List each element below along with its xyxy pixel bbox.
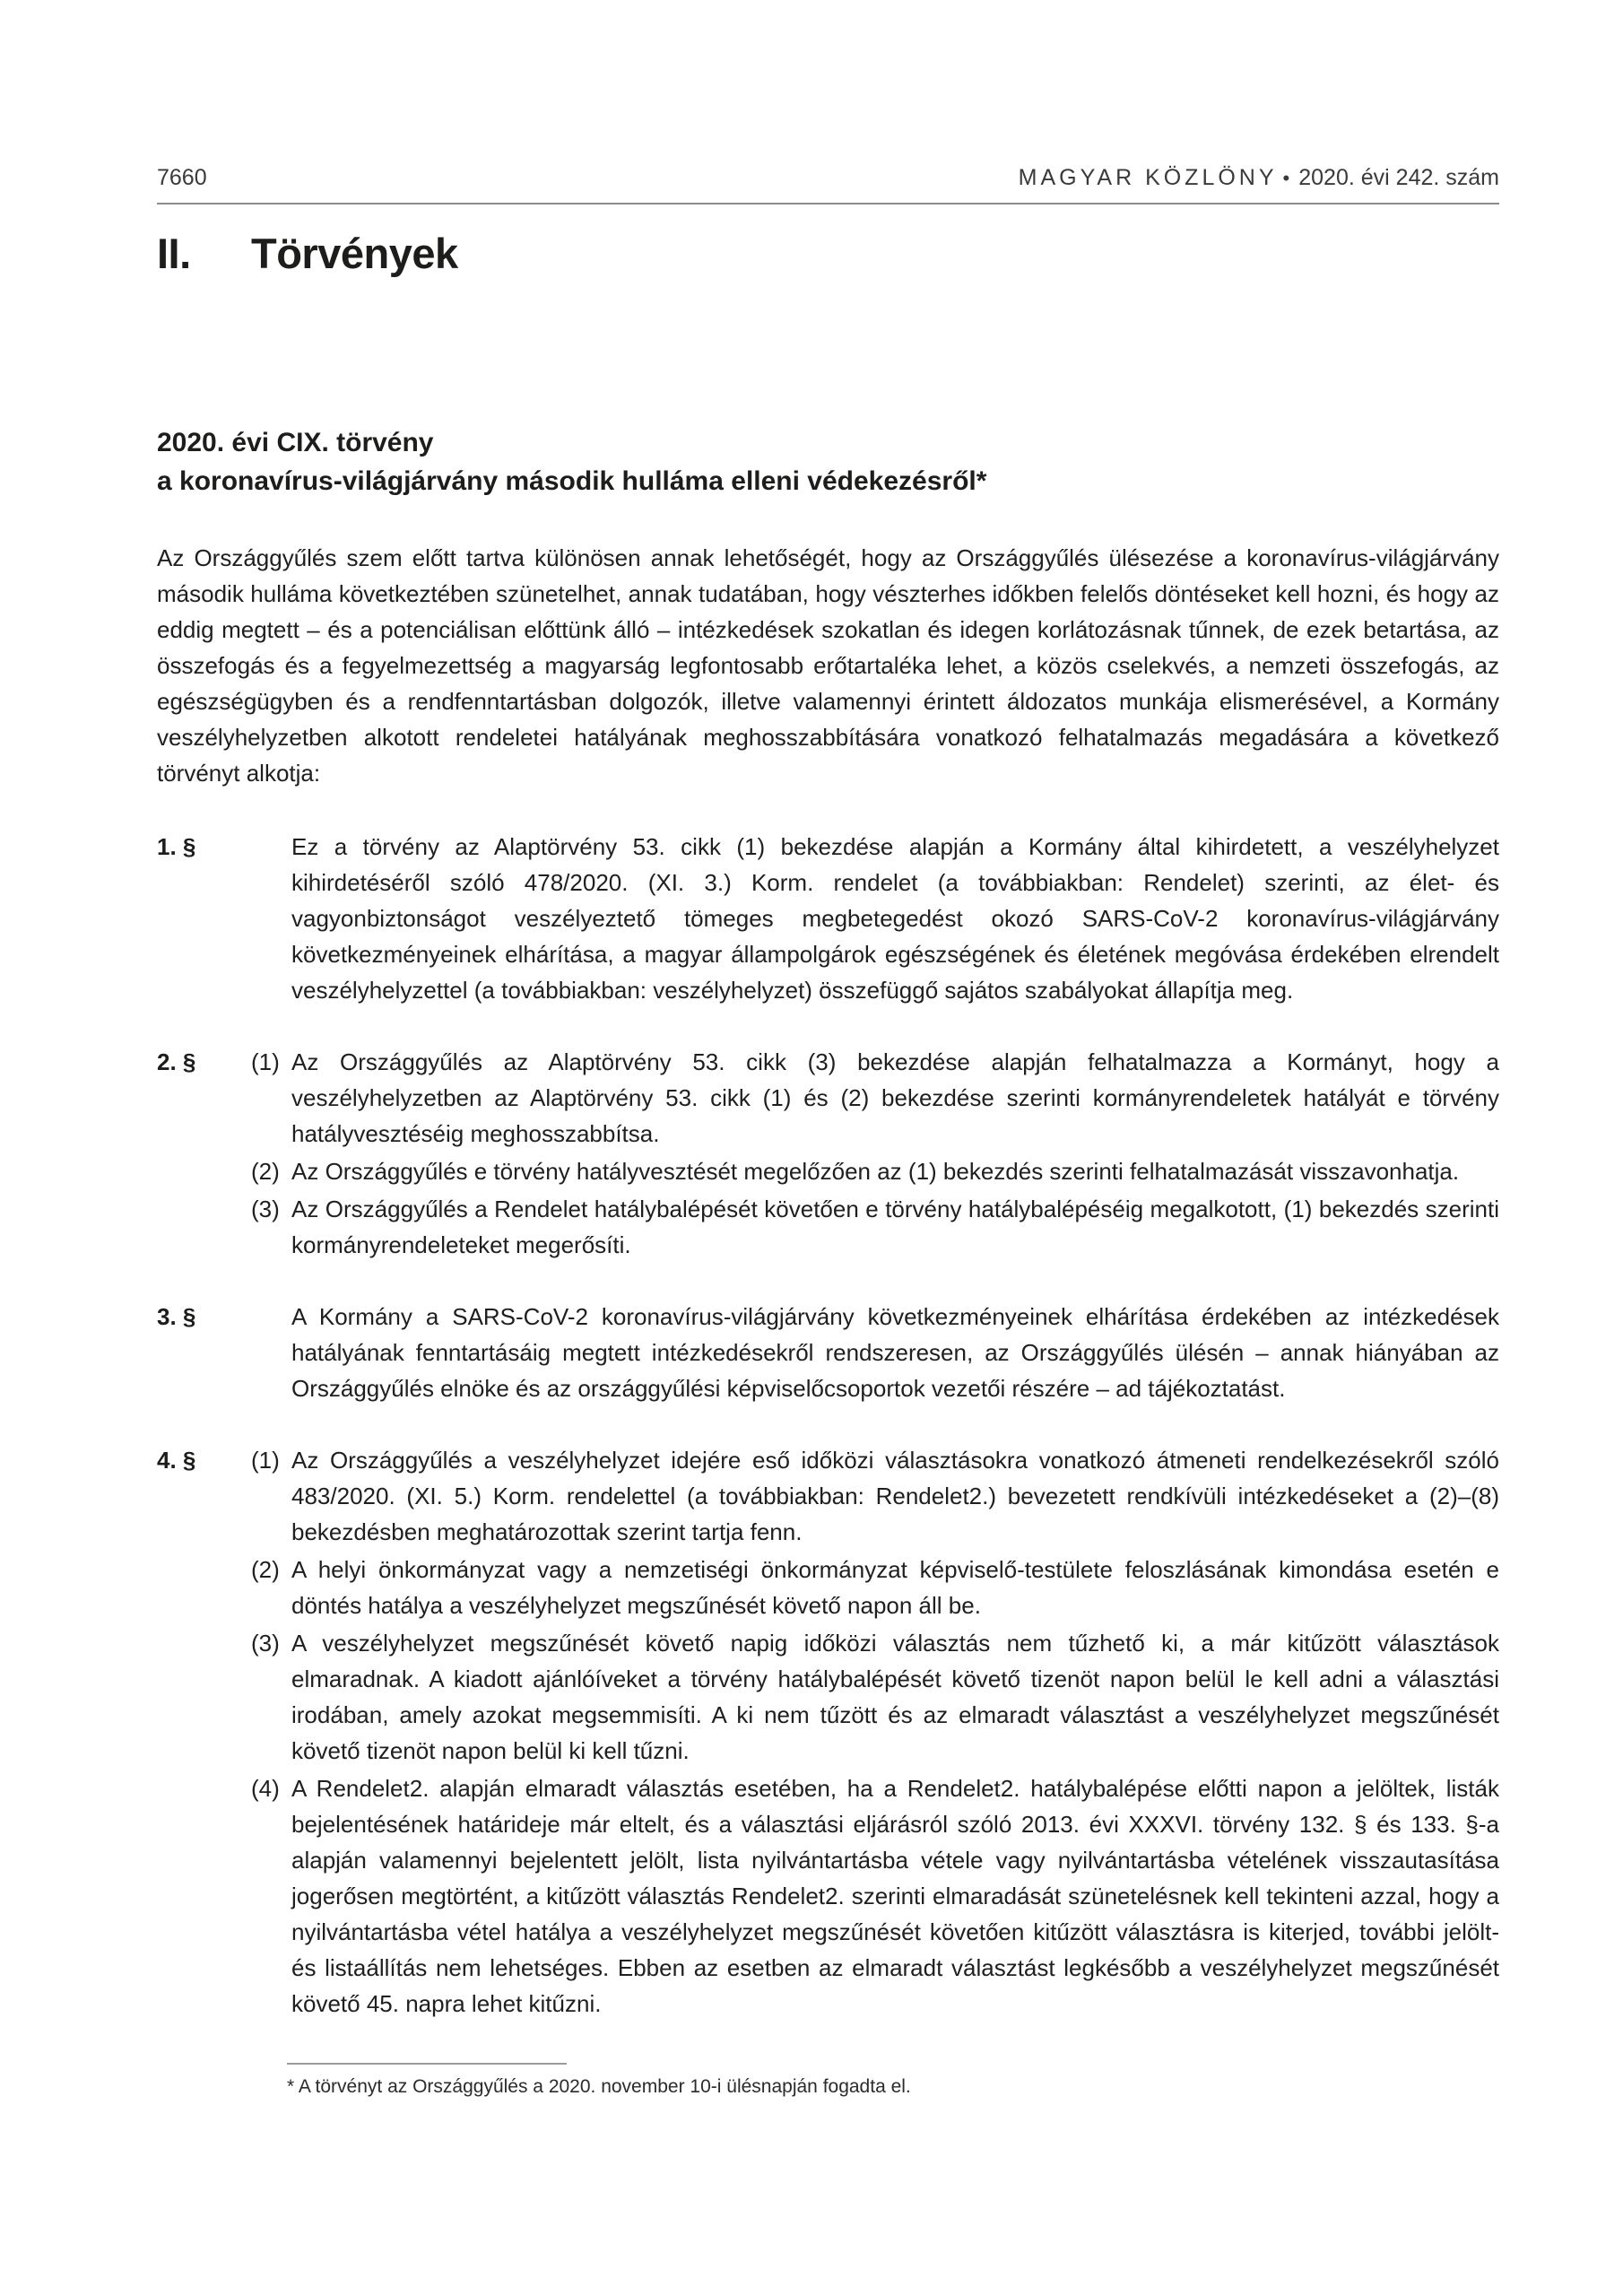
law-section bbox=[157, 829, 1499, 1008]
footnote bbox=[287, 2063, 1499, 2099]
footnote-text: * A törvényt az Országgyűlés a 2020. november 10-i ülésnapján fogadta el. bbox=[287, 2076, 911, 2097]
issue-number: 2020. évi 242. szám bbox=[1298, 165, 1499, 190]
paragraph-text: Az Országgyűlés a veszélyhelyzet idejére eső időközi választásokra vonatkozó átmeneti rendelkezésekről szóló 483/2020. (XI. 5.) Korm. rendelettel (a továbbiakban: Rendelet2.) bevezetett rendkívüli intézkedéseket a (2)–(8) bekezdésben meghatározottak szerint tartja fenn. bbox=[291, 1447, 1499, 1545]
page-header bbox=[157, 165, 1499, 191]
journal-header bbox=[1019, 165, 1499, 191]
paragraph-marker: (1) bbox=[251, 1048, 280, 1075]
preamble: Az Országgyűlés szem előtt tartva különösen annak lehetőségét, hogy az Országgyűlés ülésezése a koronavírus-világjárvány második hulláma következtében szünetelhet, annak tudatában, hogy vészterhes időkben felelős döntéseket kell hozni, és hogy az eddig megtett – és a potenciálisan előttünk álló – intézkedések szokatlan és idegen korlátozásnak tűnnek, de ezek betartása, az összefogás és a fegyelmezettség a magyarság legfontosabb erőtartaléka lehet, a közös cselekvés, a nemzeti összefogás, az egészségügyben és a rendfenntartásban dolgozók, illetve valamennyi érintett áldozatos munkája elismerésével, a Kormány veszélyhelyzetben alkotott rendeletei hatályának meghosszabbítására vonatkozó felhatalmazás megadására a következő törvényt alkotja: bbox=[157, 544, 1499, 787]
paragraph-marker bbox=[251, 829, 291, 1008]
section-number: 3. § bbox=[157, 1303, 196, 1330]
law-title-line-1: 2020. évi CIX. törvény bbox=[157, 428, 434, 457]
section-body bbox=[251, 1044, 1499, 1263]
paragraph-marker: (3) bbox=[251, 1196, 280, 1222]
paragraph bbox=[251, 1442, 1499, 1550]
law-section bbox=[157, 1442, 1499, 2022]
paragraph-text: Az Országgyűlés az Alaptörvény 53. cikk (3) bekezdése alapján felhatalmazza a Kormányt, hogy a veszélyhelyzetben az Alaptörvény 53. cikk (1) és (2) bekezdése szerinti kormányrendeletek hatályát e törvény hatályvesztéséig meghosszabbítsa. bbox=[291, 1048, 1499, 1147]
paragraph bbox=[251, 829, 1499, 1008]
footnote-rule bbox=[287, 2063, 567, 2065]
law-section bbox=[157, 1299, 1499, 1406]
paragraph-marker: (2) bbox=[251, 1556, 280, 1583]
section-body bbox=[251, 1442, 1499, 2022]
chapter-heading bbox=[157, 228, 1499, 280]
paragraph-marker bbox=[251, 1299, 291, 1406]
header-rule bbox=[157, 203, 1499, 204]
section-number: 1. § bbox=[157, 833, 196, 860]
paragraph-marker: (2) bbox=[251, 1158, 280, 1185]
paragraph-marker: (3) bbox=[251, 1630, 280, 1657]
paragraph bbox=[251, 1153, 1499, 1189]
chapter-title: Törvények bbox=[251, 230, 458, 277]
page-number: 7660 bbox=[157, 165, 207, 190]
paragraph-text: A Rendelet2. alapján elmaradt választás esetében, ha a Rendelet2. hatálybalépése előtti napon a jelöltek, listák bejelentésének határideje már eltelt, és a választási eljárásról szóló 2013. évi XXXVI. törvény 132. § és 133. §-a alapján valamennyi bejelentett jelölt, lista nyilvántartásba vétele vagy nyilvántartásba vételének visszautasítása jogerősen megtörtént, a kitűzött választás Rendelet2. szerinti elmaradását szünetelésnek kell tekinteni azzal, hogy a nyilvántartásba vétel hatálya a veszélyhelyzet megszűnését követően kitűzött választásra is kiterjed, további jelölt- és listaállítás nem lehetséges. Ebben az esetben az elmaradt választást legkésőbb a veszélyhelyzet megszűnését követő 45. napra lehet kitűzni. bbox=[291, 1775, 1499, 2017]
paragraph-text: Az Országgyűlés a Rendelet hatálybalépését követően e törvény hatálybalépéséig megalkotott, (1) bekezdés szerinti kormányrendeleteket megerősíti. bbox=[291, 1196, 1499, 1258]
paragraph bbox=[251, 1625, 1499, 1769]
paragraph-text: Az Országgyűlés e törvény hatályvesztését megelőzően az (1) bekezdés szerinti felhatalmazását visszavonhatja. bbox=[291, 1158, 1460, 1185]
paragraph-text: A Kormány a SARS-CoV-2 koronavírus-világjárvány következményeinek elhárítása érdekében az intézkedések hatályának fenntartásáig megtett intézkedésekről rendszeresen, az Országgyűlés ülésén – annak hiányában az Országgyűlés elnöke és az országgyűlési képviselőcsoportok vezetői részére – ad tájékoztatást. bbox=[291, 1303, 1499, 1402]
law-title bbox=[157, 423, 1499, 500]
header-separator-dot: • bbox=[1282, 167, 1290, 189]
law-sections bbox=[157, 829, 1499, 2022]
section-body bbox=[251, 1299, 1499, 1406]
chapter-numeral: II. bbox=[157, 230, 191, 277]
paragraph-marker: (4) bbox=[251, 1775, 280, 1802]
section-body bbox=[251, 829, 1499, 1008]
section-number: 4. § bbox=[157, 1447, 196, 1474]
paragraph-text: A helyi önkormányzat vagy a nemzetiségi önkormányzat képviselő-testülete feloszlásának kimondása esetén e döntés hatálya a veszélyhelyzet megszűnését követő napon áll be. bbox=[291, 1556, 1499, 1619]
paragraph bbox=[251, 1770, 1499, 2022]
section-number: 2. § bbox=[157, 1048, 196, 1075]
paragraph bbox=[251, 1299, 1499, 1406]
paragraph-text: Ez a törvény az Alaptörvény 53. cikk (1) bekezdése alapján a Kormány által kihirdetett, a veszélyhelyzet kihirdetéséről szóló 478/2020. (XI. 3.) Korm. rendelet (a továbbiakban: Rendelet) szerinti, az élet- és vagyonbiztonságot veszélyeztető tömeges megbetegedést okozó SARS-CoV-2 koronavírus-világjárvány következményeinek elhárítása, a magyar állampolgárok egészségének és életének megóvása érdekében elrendelt veszélyhelyzettel (a továbbiakban: veszélyhelyzet) összefüggő sajátos szabályokat állapítja meg. bbox=[291, 833, 1499, 1004]
paragraph bbox=[251, 1044, 1499, 1152]
paragraph bbox=[251, 1552, 1499, 1623]
law-title-line-2: a koronavírus-világjárvány második hulláma elleni védekezésről* bbox=[157, 466, 987, 496]
paragraph bbox=[251, 1191, 1499, 1263]
paragraph-marker: (1) bbox=[251, 1447, 280, 1474]
law-section bbox=[157, 1044, 1499, 1263]
paragraph-text: A veszélyhelyzet megszűnését követő napig időközi választás nem tűzhető ki, a már kitűzött választások elmaradnak. A kiadott ajánlóíveket a törvény hatálybalépését követő tizenöt napon belül le kell adni a választási irodában, amely azokat megsemmisíti. A ki nem tűzött és az elmaradt választást a veszélyhelyzet megszűnését követő tizenöt napon belül ki kell tűzni. bbox=[291, 1630, 1499, 1764]
journal-title: MAGYAR KÖZLÖNY bbox=[1018, 165, 1278, 190]
